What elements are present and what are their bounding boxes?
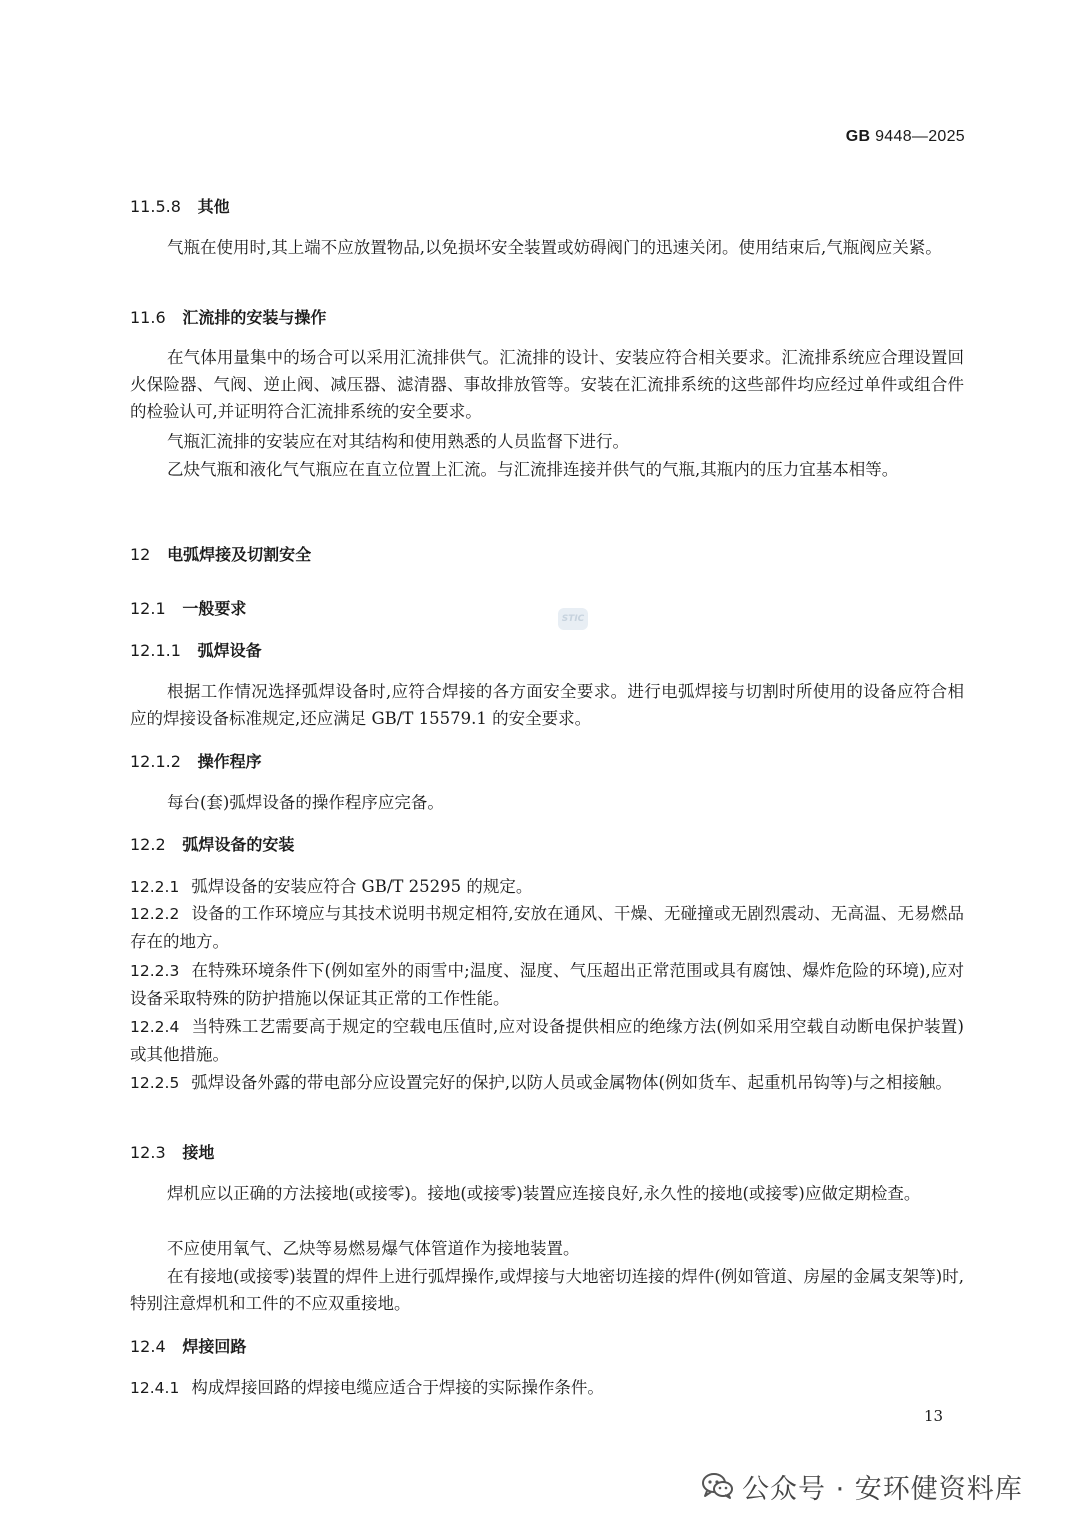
clause-12-2-4: 12.2.4 当特殊工艺需要高于规定的空载电压值时,应对设备提供相应的绝缘方法(例如采用空载自动断电保护装置)或其他措施。 <box>130 1017 964 1064</box>
watermark-logo: STIC <box>558 608 588 630</box>
paragraph: 根据工作情况选择弧焊设备时,应符合焊接的各方面安全要求。进行电弧焊接与切割时所使用的设备应符合相应的焊接设备标准规定,还应满足 GB/T 15579.1 的安全要求。 <box>130 682 964 728</box>
heading-12-1-1: 12.1.1 弧焊设备 <box>130 641 262 660</box>
paragraph: 乙炔气瓶和液化气气瓶应在直立位置上汇流。与汇流排连接并供气的气瓶,其瓶内的压力宜基本相等。 <box>167 460 899 479</box>
paragraph: 气瓶在使用时,其上端不应放置物品,以免损坏安全装置或妨碍阀门的迅速关闭。使用结束后,气瓶阀应关紧。 <box>167 238 942 257</box>
paragraph: 在有接地(或接零)装置的焊件上进行弧焊操作,或焊接与大地密切连接的焊件(例如管道、房屋的金属支架等)时,特别注意焊机和工件的不应双重接地。 <box>130 1267 964 1313</box>
heading-12-1-2: 12.1.2 操作程序 <box>130 752 262 771</box>
clause-12-4-1: 12.4.1 构成焊接回路的焊接电缆应适合于焊接的实际操作条件。 <box>130 1378 604 1397</box>
heading-12-4: 12.4 焊接回路 <box>130 1337 247 1356</box>
paragraph: 不应使用氧气、乙炔等易燃易爆气体管道作为接地装置。 <box>167 1239 580 1258</box>
heading-12-1: 12.1 一般要求 <box>130 599 247 618</box>
footer-text: 公众号 · 安环健资料库 <box>742 1473 1023 1505</box>
heading-11-6: 11.6 汇流排的安装与操作 <box>130 308 327 327</box>
page-number: 13 <box>924 1407 944 1425</box>
heading-12-3: 12.3 接地 <box>130 1143 215 1162</box>
clause-12-2-2: 12.2.2 设备的工作环境应与其技术说明书规定相符,安放在通风、干燥、无碰撞或无剧烈震动、无高温、无易燃品存在的地方。 <box>130 904 964 951</box>
heading-12: 12 电弧焊接及切割安全 <box>130 545 312 564</box>
footer-account[interactable] <box>702 1466 1023 1506</box>
paragraph: 气瓶汇流排的安装应在对其结构和使用熟悉的人员监督下进行。 <box>167 432 629 451</box>
clause-12-2-1: 12.2.1 弧焊设备的安装应符合 GB/T 25295 的规定。 <box>130 877 533 896</box>
standard-number: GB 9448—2025 <box>845 128 965 145</box>
paragraph: 在气体用量集中的场合可以采用汇流排供气。汇流排的设计、安装应符合相关要求。汇流排系统应合理设置回火保险器、气阀、逆止阀、减压器、滤清器、事故排放管等。安装在汇流排系统的这些部件均应经过单件或组合件的检验认可,并证明符合汇流排系统的安全要求。 <box>130 348 964 421</box>
heading-11-5-8: 11.5.8 其他 <box>130 197 230 216</box>
heading-12-2: 12.2 弧焊设备的安装 <box>130 835 295 854</box>
paragraph: 焊机应以正确的方法接地(或接零)。接地(或接零)装置应连接良好,永久性的接地(或接零)应做定期检查。 <box>167 1184 921 1203</box>
wechat-icon <box>702 1472 734 1500</box>
clause-12-2-5: 12.2.5 弧焊设备外露的带电部分应设置完好的保护,以防人员或金属物体(例如货车、起重机吊钩等)与之相接触。 <box>130 1073 952 1092</box>
clause-12-2-3: 12.2.3 在特殊环境条件下(例如室外的雨雪中;温度、湿度、气压超出正常范围或具有腐蚀、爆炸危险的环境),应对设备采取特殊的防护措施以保证其正常的工作性能。 <box>130 961 964 1008</box>
paragraph: 每台(套)弧焊设备的操作程序应完备。 <box>167 793 444 812</box>
